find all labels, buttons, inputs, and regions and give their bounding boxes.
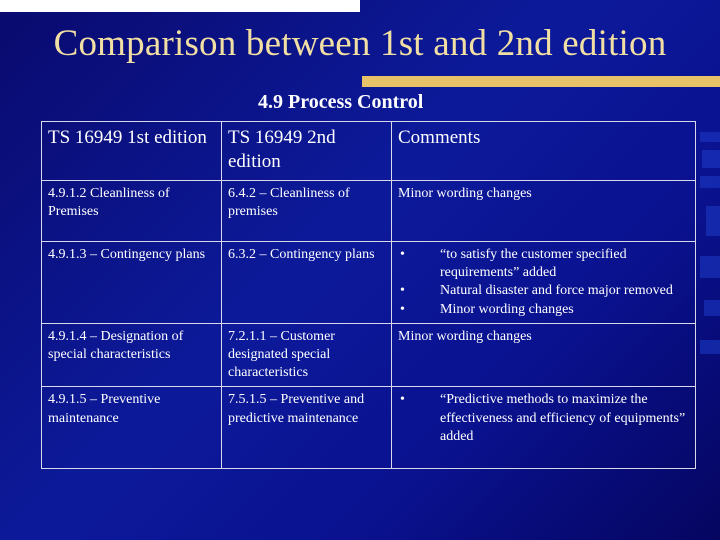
cell-second-edition: 6.3.2 – Contingency plans <box>222 242 392 324</box>
decor-block <box>700 176 720 188</box>
comment-bullet: • Natural disaster and force major removed <box>398 282 689 300</box>
cell-second-edition: 7.2.1.1 – Customer designated special characteristics <box>222 323 392 387</box>
section-subtitle: 4.9 Process Control <box>258 91 424 113</box>
comment-bullet: • “to satisfy the customer specified requirements” added <box>398 246 689 282</box>
comments-bullet-list <box>398 246 689 319</box>
decor-block <box>704 300 720 316</box>
table-header-row <box>42 122 696 181</box>
decor-block <box>700 256 720 278</box>
comment-bullet: • Minor wording changes <box>398 301 689 319</box>
cell-first-edition: 4.9.1.5 – Preventive maintenance <box>42 387 222 469</box>
table-row <box>42 181 696 242</box>
cell-comments: Minor wording changes <box>392 181 696 242</box>
cell-second-edition: 7.5.1.5 – Preventive and predictive maintenance <box>222 387 392 469</box>
top-stripe <box>0 0 360 12</box>
decor-block <box>706 206 720 236</box>
decor-block <box>700 340 720 354</box>
table-row <box>42 242 696 324</box>
cell-first-edition: 4.9.1.2 Cleanliness of Premises <box>42 181 222 242</box>
header-comments: Comments <box>392 122 696 181</box>
cell-second-edition: 6.4.2 – Cleanliness of premises <box>222 181 392 242</box>
cell-first-edition: 4.9.1.3 – Contingency plans <box>42 242 222 324</box>
cell-comments <box>392 242 696 324</box>
comment-bullet: • “Predictive methods to maximize the effectiveness and efficiency of equipments” added <box>398 391 689 446</box>
title-underline-bar <box>362 76 720 87</box>
cell-comments <box>392 387 696 469</box>
cell-first-edition: 4.9.1.4 – Designation of special characteristics <box>42 323 222 387</box>
cell-comments: Minor wording changes <box>392 323 696 387</box>
header-first-edition: TS 16949 1st edition <box>42 122 222 181</box>
table-row <box>42 323 696 387</box>
table-row <box>42 387 696 469</box>
header-second-edition: TS 16949 2nd edition <box>222 122 392 181</box>
decor-block <box>700 132 720 142</box>
comparison-table <box>41 121 696 469</box>
decor-block <box>702 150 720 168</box>
comments-bullet-list <box>398 391 689 446</box>
slide-title: Comparison between 1st and 2nd edition <box>53 23 667 64</box>
